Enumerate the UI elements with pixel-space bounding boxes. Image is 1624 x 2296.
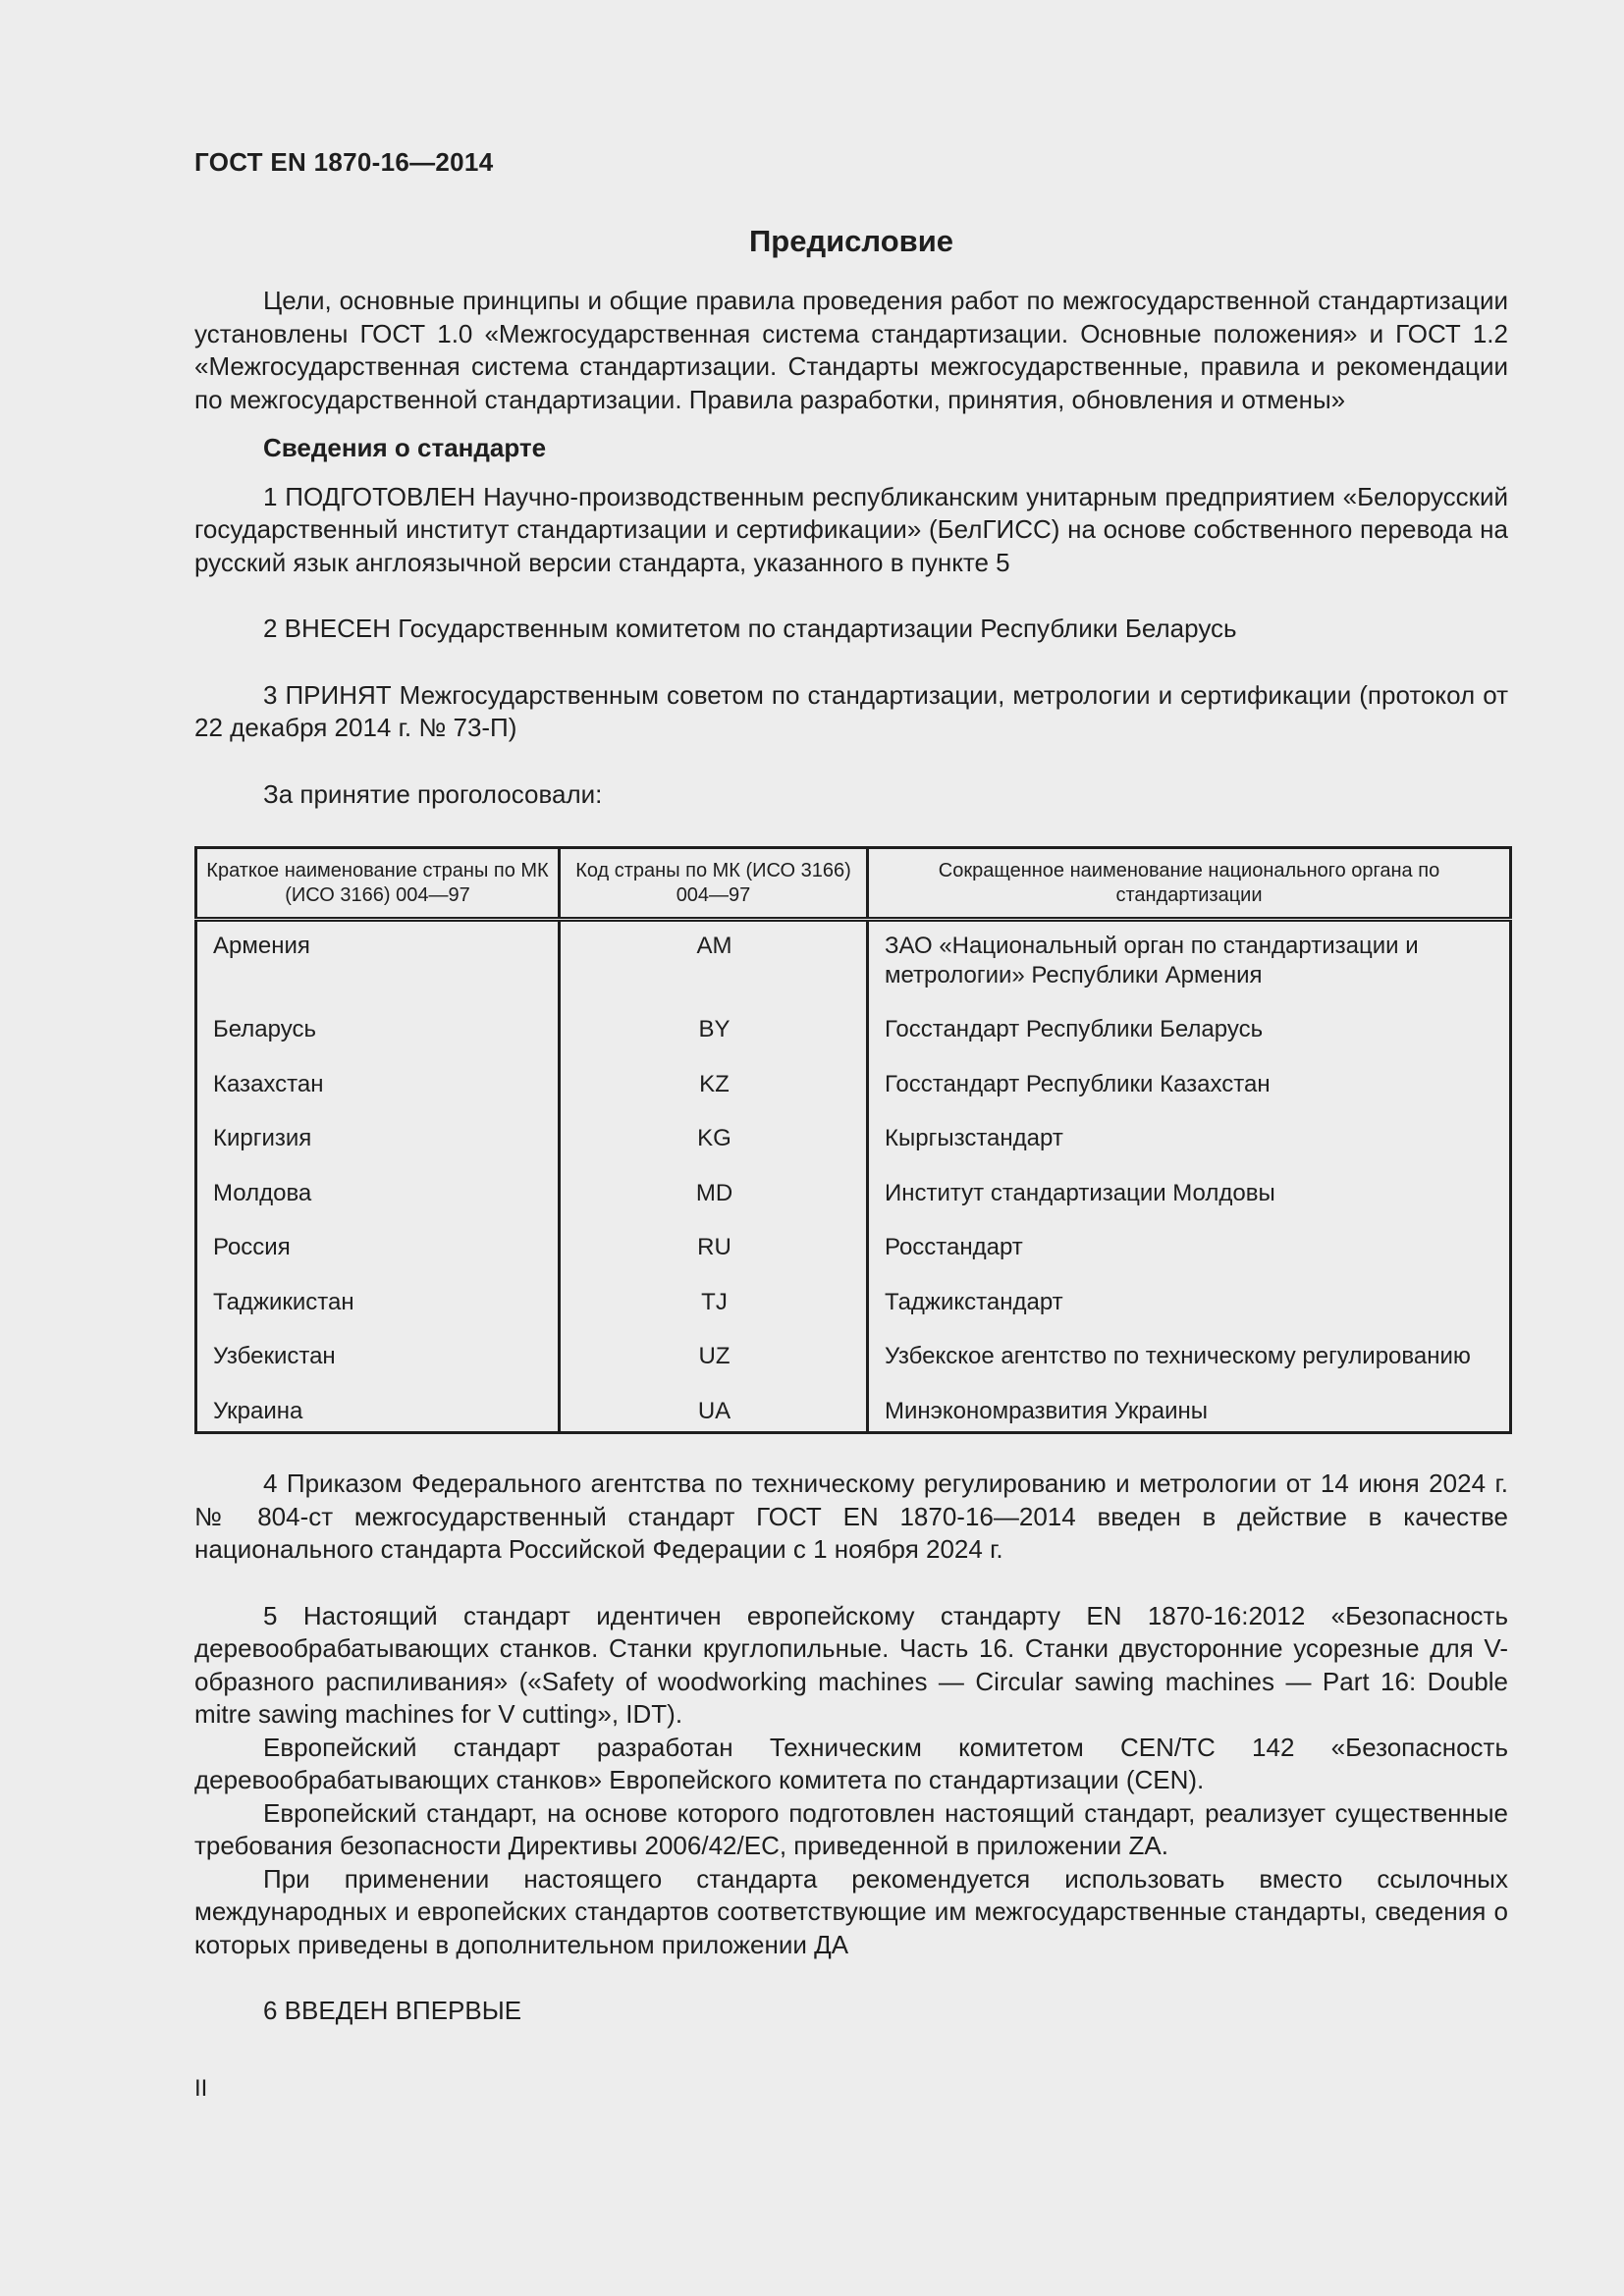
item-5-references: При применении настоящего стандарта рекомендуется использовать вместо ссылочных международных и европейских стандартов соответствующие им межгосударственные стандарты, сведения о которых приведены в дополнительном приложении ДА [194, 1863, 1508, 1959]
document-body [194, 285, 1508, 2028]
item-2-introduced: 2 ВНЕСЕН Государственным комитетом по стандартизации Республики Беларусь [263, 614, 1237, 643]
cell-code: RU [560, 1227, 868, 1282]
cell-country: Россия [213, 1234, 291, 1260]
table-row [196, 1336, 1511, 1391]
item-5-identical: 5 Настоящий стандарт идентичен европейскому стандарту EN 1870-16:2012 «Безопасность деревообрабатывающих станков. Станки круглопильные. Часть 16. Станки двусторонние усорезные для V-образного распиливания» («Safety of woodworking machines — Circular sawing machines — Part 16: Double mitre sawing machines for V cutting», IDT). [194, 1600, 1508, 1729]
item-5-committee: Европейский стандарт разработан Техническим комитетом CEN/TC 142 «Безопасность деревообрабатывающих станков» Европейского комитета по стандартизации (CEN). [194, 1732, 1508, 1794]
cell-body: Институт стандартизации Молдовы [868, 1173, 1511, 1228]
page-title: Предисловие [748, 224, 953, 258]
table-row [196, 1009, 1511, 1064]
item-1-prepared: 1 ПОДГОТОВЛЕН Научно-производственным республиканским унитарным предприятием «Белорусский государственный институт стандартизации и сертификации» (БелГИСС) на основе собственного перевода на русский язык англоязычной версии стандарта, указанного в пункте 5 [194, 481, 1508, 577]
document-code: ГОСТ EN 1870-16—2014 [194, 147, 494, 177]
cell-code: TJ [560, 1282, 868, 1337]
cell-body: Узбекское агентство по техническому регулированию [868, 1336, 1511, 1391]
cell-body: Кыргызстандарт [868, 1118, 1511, 1173]
cell-country: Узбекистан [213, 1343, 336, 1369]
section-heading: Сведения о стандарте [263, 433, 547, 462]
item-3-adopted: 3 ПРИНЯТ Межгосударственным советом по стандартизации, метрологии и сертификации (протокол от 22 декабря 2014 г. № 73-П) [194, 679, 1508, 742]
header-country-name: Краткое наименование страны по МК (ИСО 3166) 004—97 [196, 848, 560, 920]
table-row [196, 1064, 1511, 1119]
table-row [196, 1227, 1511, 1282]
item-6-first-introduced: 6 ВВЕДЕН ВПЕРВЫЕ [263, 1996, 522, 2025]
intro-paragraph: Цели, основные принципы и общие правила проведения работ по межгосударственной стандартизации установлены ГОСТ 1.0 «Межгосударственная система стандартизации. Основные положения» и ГОСТ 1.2 «Межгосударственная система стандартизации. Стандарты межгосударственные, правила и рекомендации по межгосударственной стандартизации. Правила разработки, принятия, обновления и отмены» [194, 286, 1508, 414]
page-number: II [194, 2075, 208, 2102]
cell-code: UZ [560, 1336, 868, 1391]
voting-countries-table [194, 846, 1512, 1434]
cell-country: Казахстан [213, 1070, 324, 1097]
cell-body: Госстандарт Республики Беларусь [868, 1009, 1511, 1064]
cell-code: KG [560, 1118, 868, 1173]
table-row [196, 1391, 1511, 1433]
cell-code: MD [560, 1173, 868, 1228]
table-header-row [196, 848, 1511, 920]
cell-code: BY [560, 1009, 868, 1064]
table-row [196, 1173, 1511, 1228]
cell-body: Росстандарт [868, 1227, 1511, 1282]
table-row [196, 920, 1511, 1010]
cell-country: Молдова [213, 1179, 312, 1206]
cell-country: Украина [213, 1397, 303, 1424]
cell-country: Армения [213, 933, 310, 959]
cell-body: ЗАО «Национальный орган по стандартизации и метрологии» Республики Армения [868, 920, 1511, 1010]
table-row [196, 1282, 1511, 1337]
header-country-code: Код страны по МК (ИСО 3166) 004—97 [560, 848, 868, 920]
cell-country: Таджикистан [213, 1288, 354, 1315]
item-5-directive: Европейский стандарт, на основе которого подготовлен настоящий стандарт, реализует существенные требования безопасности Директивы 2006/42/EC, приведенной в приложении ZA. [194, 1797, 1508, 1860]
cell-body: Госстандарт Республики Казахстан [868, 1064, 1511, 1119]
cell-country: Киргизия [213, 1125, 312, 1151]
cell-code: AM [560, 920, 868, 1010]
cell-body: Минэкономразвития Украины [868, 1391, 1511, 1433]
cell-country: Беларусь [213, 1016, 316, 1042]
cell-body: Таджикстандарт [868, 1282, 1511, 1337]
header-national-body: Сокращенное наименование национального органа по стандартизации [868, 848, 1511, 920]
table-row [196, 1118, 1511, 1173]
cell-code: KZ [560, 1064, 868, 1119]
cell-code: UA [560, 1391, 868, 1433]
voting-table-wrapper [194, 846, 1508, 1434]
item-4-order: 4 Приказом Федерального агентства по техническому регулированию и метрологии от 14 июня 2024 г. № 804-ст межгосударственный стандарт ГОСТ EN 1870-16—2014 введен в действие в качестве национального стандарта Российской Федерации с 1 ноября 2024 г. [194, 1468, 1508, 1564]
voted-label: За принятие проголосовали: [263, 778, 603, 809]
